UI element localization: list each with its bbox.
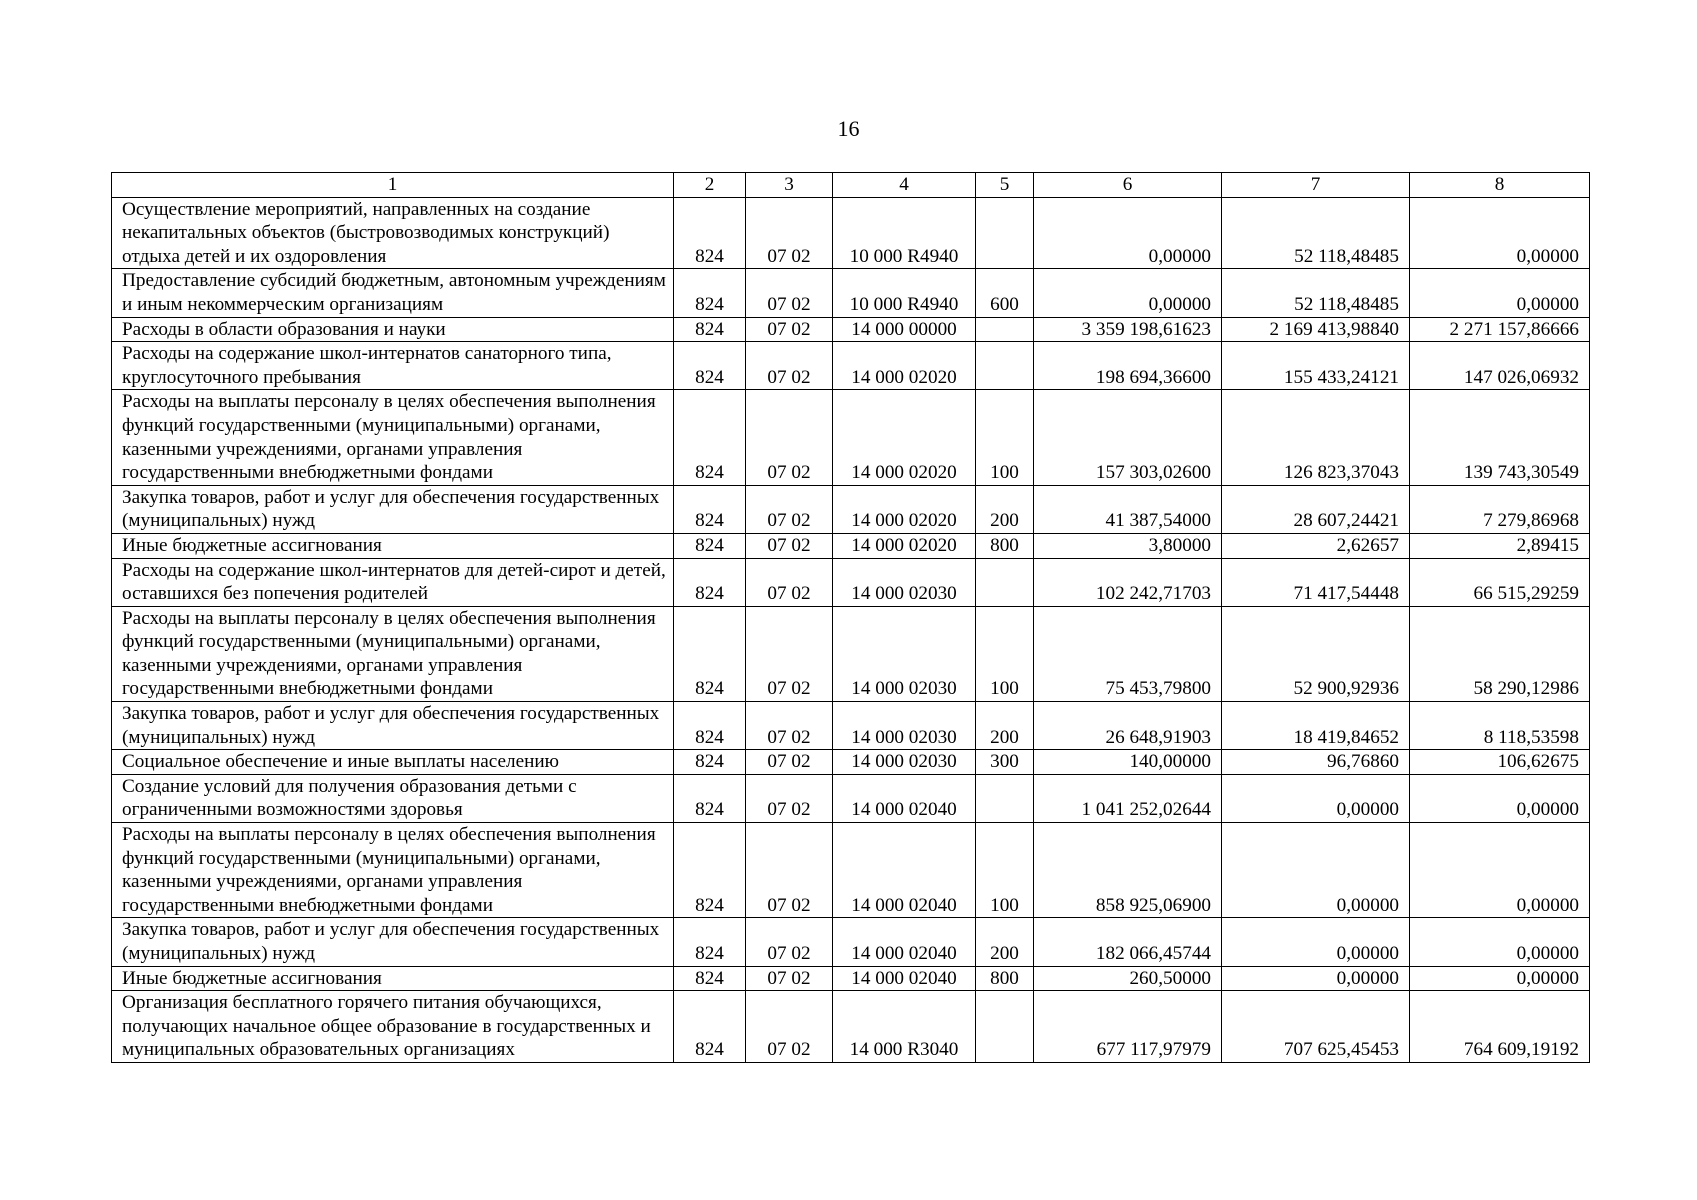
row-amount-2-cell: 0,00000 [1222, 823, 1410, 918]
row-amount-1-cell: 26 648,91903 [1034, 702, 1222, 750]
table-row [112, 317, 1590, 342]
row-amount-2-cell: 707 625,45453 [1222, 991, 1410, 1063]
row-amount-2-cell: 52 900,92936 [1222, 606, 1410, 701]
row-target-article-cell: 10 000 R4940 [833, 269, 976, 317]
row-section-code-cell: 07 02 [746, 317, 833, 342]
table-row [112, 750, 1590, 775]
row-name-cell: Иные бюджетные ассигнования [112, 966, 674, 991]
row-amount-2-cell: 0,00000 [1222, 966, 1410, 991]
row-amount-1-cell: 75 453,79800 [1034, 606, 1222, 701]
row-admin-code-cell: 824 [674, 197, 746, 269]
row-name-cell: Расходы в области образования и науки [112, 317, 674, 342]
row-target-article-cell: 14 000 02030 [833, 750, 976, 775]
row-target-article-cell: 14 000 02020 [833, 533, 976, 558]
row-expense-type-cell: 800 [976, 966, 1034, 991]
row-amount-3-cell: 139 743,30549 [1410, 390, 1590, 485]
table-row [112, 918, 1590, 966]
row-amount-1-cell: 260,50000 [1034, 966, 1222, 991]
row-target-article-cell: 14 000 02030 [833, 606, 976, 701]
row-target-article-cell: 14 000 02020 [833, 485, 976, 533]
row-amount-3-cell: 0,00000 [1410, 918, 1590, 966]
row-amount-3-cell: 66 515,29259 [1410, 558, 1590, 606]
row-expense-type-cell: 200 [976, 918, 1034, 966]
table-row [112, 533, 1590, 558]
row-amount-1-cell: 1 041 252,02644 [1034, 774, 1222, 822]
column-header-6: 6 [1034, 173, 1222, 198]
row-section-code-cell: 07 02 [746, 485, 833, 533]
row-amount-2-cell: 2,62657 [1222, 533, 1410, 558]
row-section-code-cell: 07 02 [746, 774, 833, 822]
column-header-3: 3 [746, 173, 833, 198]
row-amount-3-cell: 2,89415 [1410, 533, 1590, 558]
row-amount-2-cell: 126 823,37043 [1222, 390, 1410, 485]
row-amount-1-cell: 182 066,45744 [1034, 918, 1222, 966]
row-expense-type-cell: 100 [976, 606, 1034, 701]
row-target-article-cell: 14 000 02040 [833, 966, 976, 991]
row-name-cell: Расходы на выплаты персоналу в целях обеспечения выполнения функций государственными (муниципальными) органами, казенными учреждениями, органами управления государственными внебюджетными фондами [112, 823, 674, 918]
row-amount-1-cell: 0,00000 [1034, 197, 1222, 269]
row-expense-type-cell [976, 197, 1034, 269]
row-expense-type-cell: 600 [976, 269, 1034, 317]
row-admin-code-cell: 824 [674, 558, 746, 606]
row-section-code-cell: 07 02 [746, 390, 833, 485]
table-row [112, 342, 1590, 390]
row-target-article-cell: 14 000 02020 [833, 390, 976, 485]
row-name-cell: Расходы на выплаты персоналу в целях обеспечения выполнения функций государственными (муниципальными) органами, казенными учреждениями, органами управления государственными внебюджетными фондами [112, 390, 674, 485]
row-amount-2-cell: 52 118,48485 [1222, 269, 1410, 317]
table-row [112, 702, 1590, 750]
row-amount-2-cell: 96,76860 [1222, 750, 1410, 775]
row-amount-1-cell: 858 925,06900 [1034, 823, 1222, 918]
row-section-code-cell: 07 02 [746, 918, 833, 966]
row-amount-3-cell: 0,00000 [1410, 823, 1590, 918]
row-admin-code-cell: 824 [674, 823, 746, 918]
column-header-1: 1 [112, 173, 674, 198]
row-expense-type-cell [976, 558, 1034, 606]
row-section-code-cell: 07 02 [746, 702, 833, 750]
row-section-code-cell: 07 02 [746, 750, 833, 775]
row-amount-3-cell: 8 118,53598 [1410, 702, 1590, 750]
row-name-cell: Создание условий для получения образования детьми с ограниченными возможностями здоровья [112, 774, 674, 822]
row-section-code-cell: 07 02 [746, 966, 833, 991]
column-header-4: 4 [833, 173, 976, 198]
row-amount-3-cell: 0,00000 [1410, 774, 1590, 822]
row-admin-code-cell: 824 [674, 269, 746, 317]
table-row [112, 991, 1590, 1063]
row-amount-2-cell: 2 169 413,98840 [1222, 317, 1410, 342]
row-target-article-cell: 14 000 02030 [833, 702, 976, 750]
row-admin-code-cell: 824 [674, 966, 746, 991]
row-name-cell: Иные бюджетные ассигнования [112, 533, 674, 558]
row-admin-code-cell: 824 [674, 918, 746, 966]
table-row [112, 390, 1590, 485]
row-target-article-cell: 14 000 02040 [833, 823, 976, 918]
row-admin-code-cell: 824 [674, 317, 746, 342]
row-amount-2-cell: 52 118,48485 [1222, 197, 1410, 269]
row-amount-2-cell: 18 419,84652 [1222, 702, 1410, 750]
row-amount-1-cell: 3 359 198,61623 [1034, 317, 1222, 342]
row-amount-3-cell: 0,00000 [1410, 197, 1590, 269]
row-expense-type-cell [976, 991, 1034, 1063]
table-row [112, 823, 1590, 918]
row-amount-3-cell: 0,00000 [1410, 966, 1590, 991]
row-expense-type-cell: 200 [976, 702, 1034, 750]
row-amount-2-cell: 0,00000 [1222, 774, 1410, 822]
row-admin-code-cell: 824 [674, 774, 746, 822]
row-expense-type-cell [976, 342, 1034, 390]
row-name-cell: Организация бесплатного горячего питания обучающихся, получающих начальное общее образование в государственных и муниципальных образовательных организациях [112, 991, 674, 1063]
row-amount-1-cell: 0,00000 [1034, 269, 1222, 317]
row-target-article-cell: 14 000 R3040 [833, 991, 976, 1063]
table-row [112, 774, 1590, 822]
table-row [112, 269, 1590, 317]
page-number: 16 [837, 116, 860, 141]
row-amount-1-cell: 140,00000 [1034, 750, 1222, 775]
row-admin-code-cell: 824 [674, 533, 746, 558]
row-admin-code-cell: 824 [674, 342, 746, 390]
row-name-cell: Закупка товаров, работ и услуг для обеспечения государственных (муниципальных) нужд [112, 485, 674, 533]
row-name-cell: Закупка товаров, работ и услуг для обеспечения государственных (муниципальных) нужд [112, 702, 674, 750]
row-target-article-cell: 10 000 R4940 [833, 197, 976, 269]
row-amount-1-cell: 3,80000 [1034, 533, 1222, 558]
row-amount-3-cell: 2 271 157,86666 [1410, 317, 1590, 342]
row-section-code-cell: 07 02 [746, 533, 833, 558]
row-target-article-cell: 14 000 02040 [833, 774, 976, 822]
row-admin-code-cell: 824 [674, 606, 746, 701]
row-amount-2-cell: 0,00000 [1222, 918, 1410, 966]
row-amount-3-cell: 58 290,12986 [1410, 606, 1590, 701]
row-expense-type-cell [976, 317, 1034, 342]
row-expense-type-cell: 100 [976, 390, 1034, 485]
row-amount-1-cell: 198 694,36600 [1034, 342, 1222, 390]
row-amount-1-cell: 157 303,02600 [1034, 390, 1222, 485]
row-expense-type-cell: 800 [976, 533, 1034, 558]
row-expense-type-cell [976, 774, 1034, 822]
row-amount-3-cell: 764 609,19192 [1410, 991, 1590, 1063]
row-amount-1-cell: 41 387,54000 [1034, 485, 1222, 533]
row-name-cell: Осуществление мероприятий, направленных на создание некапитальных объектов (быстровозводимых конструкций) отдыха детей и их оздоровления [112, 197, 674, 269]
row-section-code-cell: 07 02 [746, 606, 833, 701]
budget-table [111, 172, 1590, 1063]
row-expense-type-cell: 300 [976, 750, 1034, 775]
row-section-code-cell: 07 02 [746, 197, 833, 269]
row-admin-code-cell: 824 [674, 390, 746, 485]
column-header-7: 7 [1222, 173, 1410, 198]
row-amount-3-cell: 147 026,06932 [1410, 342, 1590, 390]
row-amount-3-cell: 7 279,86968 [1410, 485, 1590, 533]
row-name-cell: Расходы на содержание школ-интернатов для детей-сирот и детей, оставшихся без попечения родителей [112, 558, 674, 606]
row-section-code-cell: 07 02 [746, 823, 833, 918]
row-admin-code-cell: 824 [674, 485, 746, 533]
row-amount-1-cell: 677 117,97979 [1034, 991, 1222, 1063]
row-target-article-cell: 14 000 02040 [833, 918, 976, 966]
row-name-cell: Расходы на выплаты персоналу в целях обеспечения выполнения функций государственными (муниципальными) органами, казенными учреждениями, органами управления государственными внебюджетными фондами [112, 606, 674, 701]
row-amount-3-cell: 0,00000 [1410, 269, 1590, 317]
row-admin-code-cell: 824 [674, 991, 746, 1063]
row-section-code-cell: 07 02 [746, 269, 833, 317]
row-name-cell: Расходы на содержание школ-интернатов санаторного типа, круглосуточного пребывания [112, 342, 674, 390]
row-expense-type-cell: 100 [976, 823, 1034, 918]
row-admin-code-cell: 824 [674, 702, 746, 750]
table-row [112, 966, 1590, 991]
row-name-cell: Предоставление субсидий бюджетным, автономным учреждениям и иным некоммерческим организациям [112, 269, 674, 317]
row-section-code-cell: 07 02 [746, 991, 833, 1063]
table-row [112, 606, 1590, 701]
table-row [112, 197, 1590, 269]
row-section-code-cell: 07 02 [746, 342, 833, 390]
table-row [112, 485, 1590, 533]
row-name-cell: Социальное обеспечение и иные выплаты населению [112, 750, 674, 775]
row-amount-2-cell: 28 607,24421 [1222, 485, 1410, 533]
row-name-cell: Закупка товаров, работ и услуг для обеспечения государственных (муниципальных) нужд [112, 918, 674, 966]
table-body [112, 197, 1590, 1062]
row-expense-type-cell: 200 [976, 485, 1034, 533]
row-admin-code-cell: 824 [674, 750, 746, 775]
row-section-code-cell: 07 02 [746, 558, 833, 606]
row-amount-3-cell: 106,62675 [1410, 750, 1590, 775]
column-header-8: 8 [1410, 173, 1590, 198]
row-target-article-cell: 14 000 02020 [833, 342, 976, 390]
row-amount-1-cell: 102 242,71703 [1034, 558, 1222, 606]
table-row [112, 558, 1590, 606]
row-amount-2-cell: 71 417,54448 [1222, 558, 1410, 606]
column-header-2: 2 [674, 173, 746, 198]
row-amount-2-cell: 155 433,24121 [1222, 342, 1410, 390]
table-header-row [112, 173, 1590, 198]
column-header-5: 5 [976, 173, 1034, 198]
row-target-article-cell: 14 000 00000 [833, 317, 976, 342]
row-target-article-cell: 14 000 02030 [833, 558, 976, 606]
